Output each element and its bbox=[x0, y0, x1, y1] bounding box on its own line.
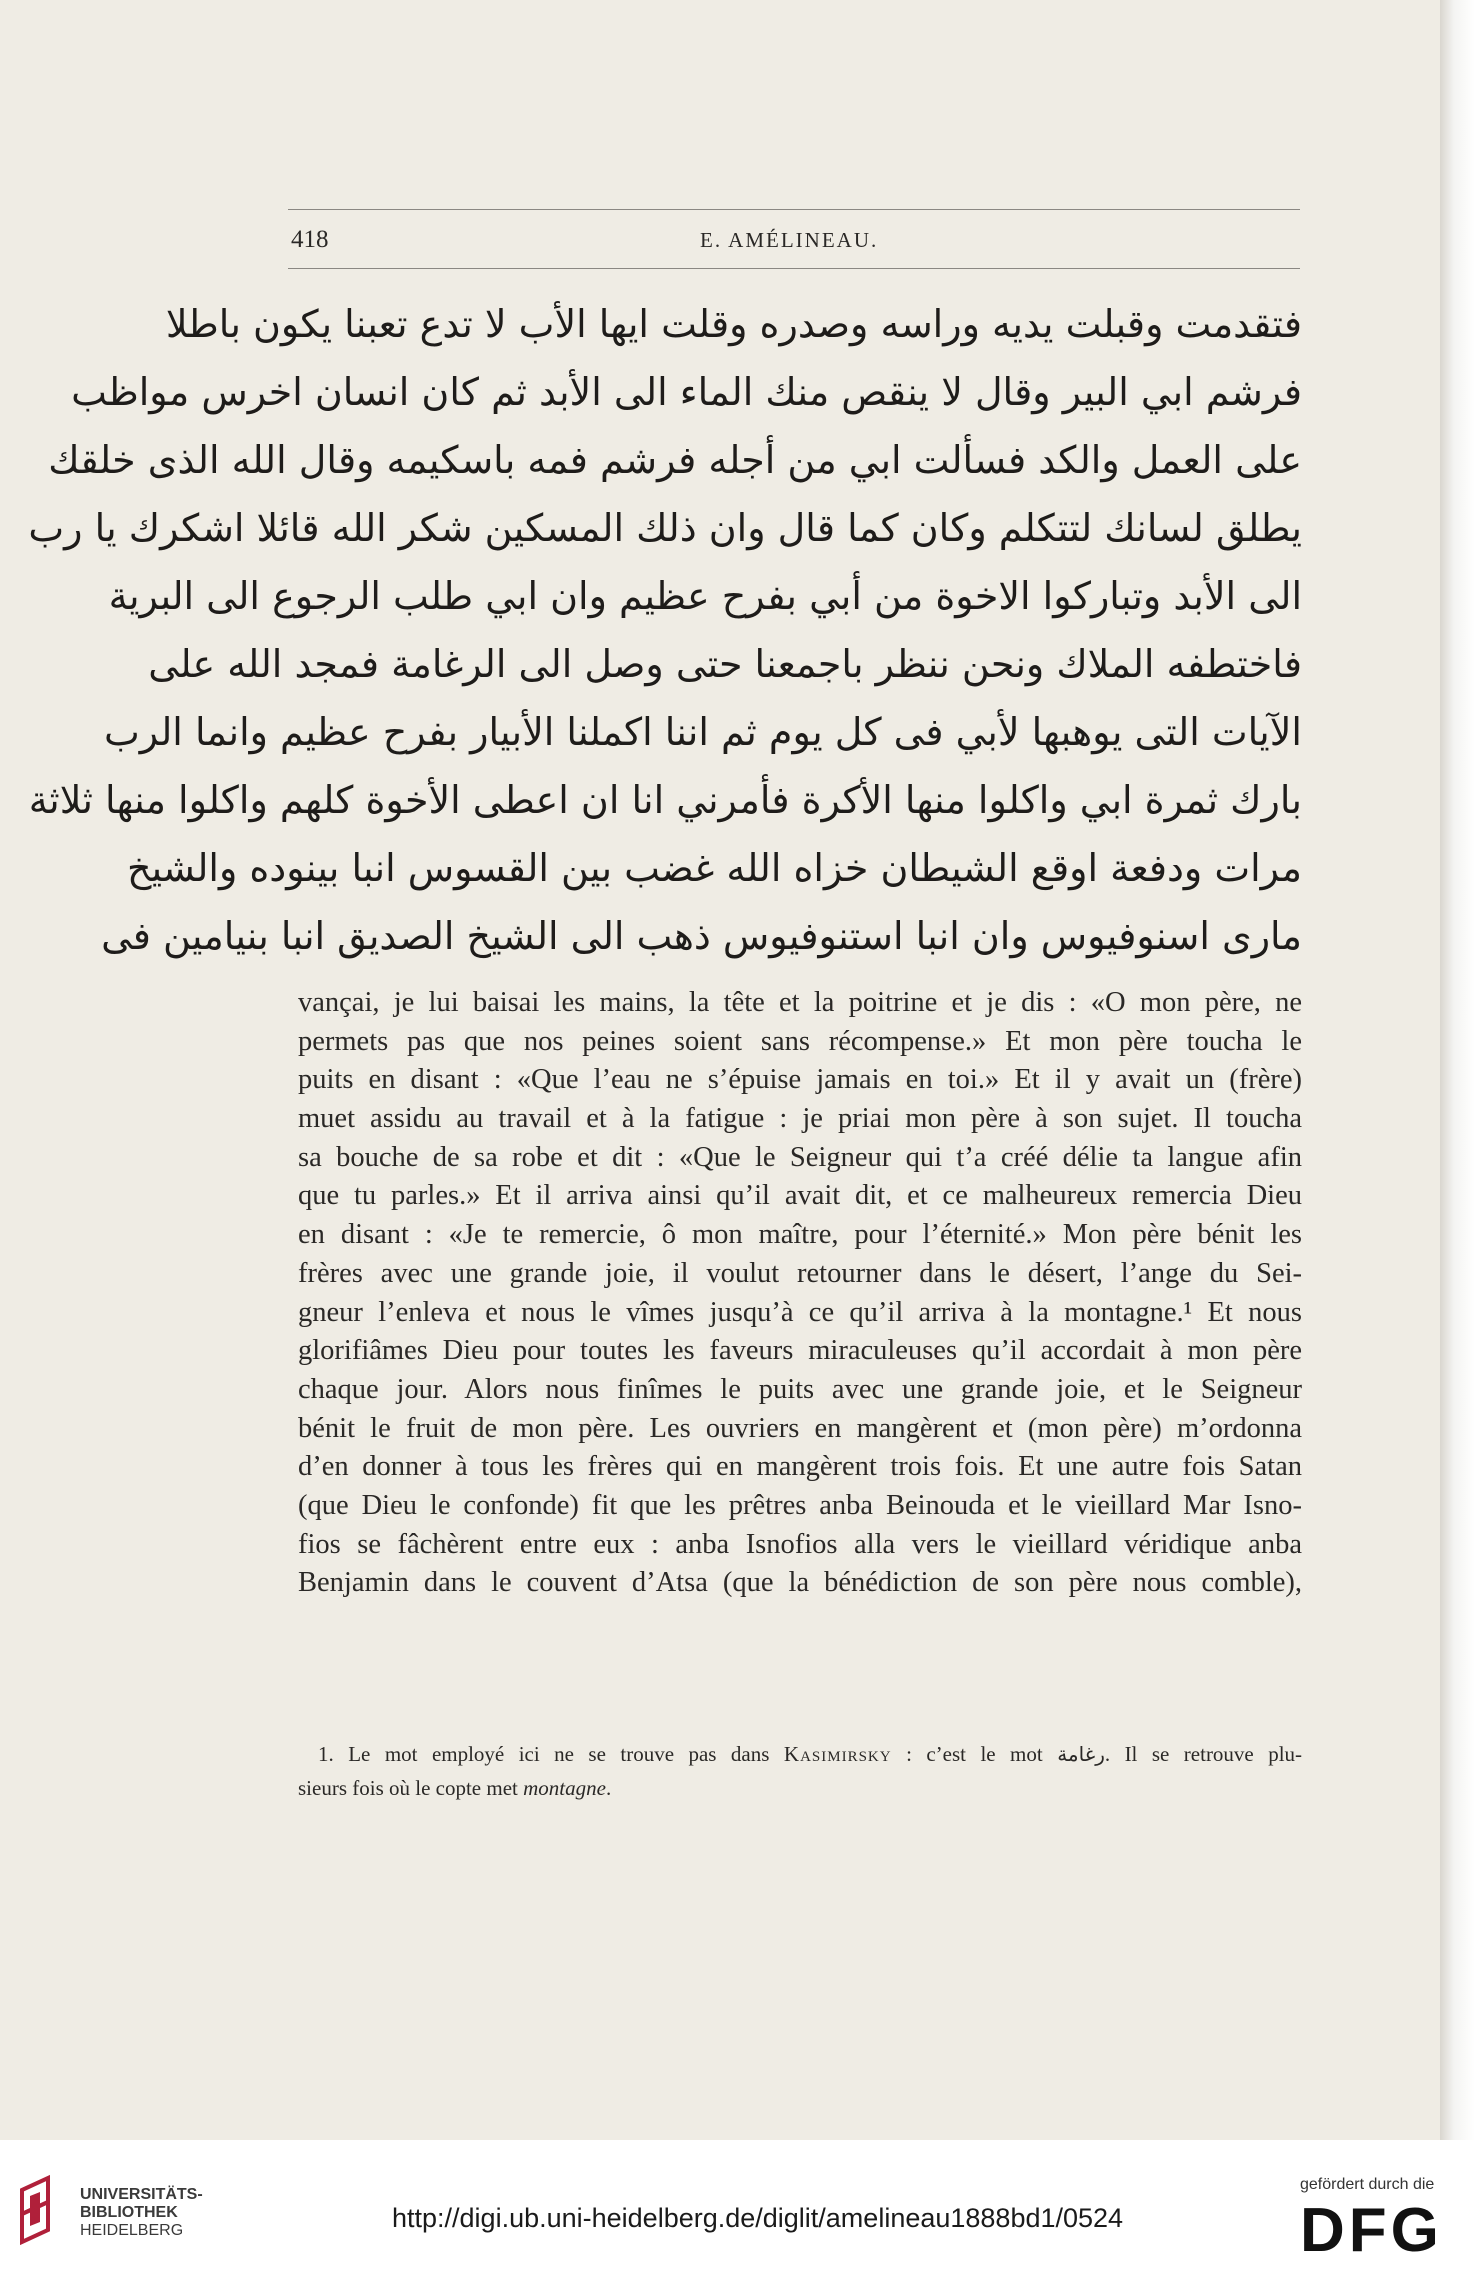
french-line: (que Dieu le confonde) fit que les prêtres anba Beinouda et le vieillard Mar Isno- bbox=[298, 1489, 1302, 1521]
page-number: 418 bbox=[291, 226, 329, 253]
arabic-line: على العمل والكد فسألت ابي من أجله فرشم فمه باسكيمه وقال الله الذى خلقك bbox=[48, 438, 1302, 482]
footnote-line-2: sieurs fois où le copte met montagne. bbox=[298, 1776, 612, 1800]
arabic-line: فتقدمت وقبلت يديه وراسه وصدره وقلت ايها الأب لا تدع تعبنا يكون باطلا bbox=[165, 302, 1302, 346]
footnote-author: Kasimirsky bbox=[783, 1742, 892, 1766]
french-line: glorifiâmes Dieu pour toutes les faveurs miraculeuses qu’il accordait à mon père bbox=[298, 1335, 1302, 1367]
dfg-logo: DFG bbox=[1300, 2196, 1443, 2265]
dfg-caption: gefördert durch die bbox=[1300, 2176, 1435, 2193]
arabic-line: بارك ثمرة ابي واكلوا منها الأكرة فأمرني انا ان اعطى الأخوة كلهم واكلوا منها ثلاثة bbox=[28, 778, 1302, 822]
footnote bbox=[298, 1737, 1302, 1805]
running-head: E. AMÉLINEAU. bbox=[700, 228, 879, 252]
french-line: frères avec une grande joie, il voulut retourner dans le désert, l’ange du Sei- bbox=[298, 1257, 1302, 1289]
university-library-name: UNIVERSITÄTS- BIBLIOTHEK HEIDELBERG bbox=[80, 2186, 203, 2239]
french-line: bénit le fruit de mon père. Les ouvriers en mangèrent et (mon père) m’ordonna bbox=[298, 1412, 1302, 1444]
arabic-line: الى الأبد وتباركوا الاخوة من أبي بفرح عظيم وان ابي طلب الرجوع الى البرية bbox=[108, 574, 1302, 618]
french-line: d’en donner à tous les frères qui en mangèrent trois fois. Et une autre fois Satan bbox=[298, 1451, 1302, 1483]
arabic-line: مرات ودفعة اوقع الشيطان خزاه الله غضب بين القسوس انبا بينوده والشيخ bbox=[126, 846, 1302, 890]
french-line: puits en disant : «Que l’eau ne s’épuise jamais en toi.» Et il y avait un (frère) bbox=[298, 1064, 1302, 1096]
french-line: fios se fâchèrent entre eux : anba Isnofios alla vers le vieillard véridique anba bbox=[298, 1528, 1302, 1560]
arabic-line: يطلق لسانك لتتكلم وكان كما قال وان ذلك المسكين شكر الله قائلا اشكرك يا رب bbox=[28, 506, 1302, 550]
french-line: vançai, je lui baisai les mains, la tête et la poitrine et je dis : «O mon père, ne bbox=[298, 987, 1302, 1018]
footnote-line-1: 1. Le mot employé ici ne se trouve pas dans Kasimirsky : c’est le mot رغامة. Il se retrouve plu- bbox=[318, 1742, 1303, 1766]
arabic-line: الآيات التى يوهبها لأبي فى كل يوم ثم اننا اكملنا الأبيار بفرح عظيم وانما الرب bbox=[103, 710, 1302, 754]
french-line: gneur l’enleva et nous le vîmes jusqu’à ce qu’il arriva à la montagne.¹ Et nous bbox=[298, 1296, 1302, 1328]
university-library-logo-icon bbox=[10, 2172, 68, 2252]
french-line: sa bouche de sa robe et dit : «Que le Seigneur qui t’a créé délie ta langue afin bbox=[298, 1141, 1302, 1173]
french-line: chaque jour. Alors nous finîmes le puits avec une grande joie, et le Seigneur bbox=[298, 1373, 1302, 1405]
french-line: permets pas que nos peines soient sans récompense.» Et mon père toucha le bbox=[298, 1025, 1302, 1057]
french-line: Benjamin dans le couvent d’Atsa (que la bénédiction de son père nous comble), bbox=[298, 1567, 1302, 1599]
arabic-line: مارى اسنوفيوس وان انبا استنوفيوس ذهب الى الشيخ الصديق انبا بنيامين فى bbox=[101, 914, 1302, 958]
footnote-number: 1. bbox=[318, 1742, 334, 1766]
footnote-arabic-word: رغامة bbox=[1057, 1742, 1105, 1766]
source-url[interactable]: http://digi.ub.uni-heidelberg.de/diglit/amelineau1888bd1/0524 bbox=[392, 2203, 1124, 2233]
page-edge bbox=[1440, 0, 1475, 2140]
arabic-line: فرشم ابي البير وقال لا ينقص منك الماء الى الأبد ثم كان انسان اخرس مواظب bbox=[71, 370, 1302, 414]
header-bottom-rule bbox=[288, 268, 1300, 269]
arabic-text-block bbox=[28, 290, 1302, 970]
french-line: en disant : «Je te remercie, ô mon maître, pour l’éternité.» Mon père bénit les bbox=[298, 1219, 1302, 1251]
header-top-rule bbox=[288, 209, 1300, 210]
french-translation bbox=[298, 984, 1302, 1603]
french-line: muet assidu au travail et à la fatigue : je priai mon père à son sujet. Il toucha bbox=[298, 1103, 1302, 1135]
arabic-line: فاختطفه الملاك ونحن ننظر باجمعنا حتى وصل الى الرغامة فمجد الله على bbox=[148, 642, 1302, 686]
french-line: que tu parles.» Et il arriva ainsi qu’il avait dit, et ce malheureux remercia Dieu bbox=[298, 1180, 1302, 1212]
